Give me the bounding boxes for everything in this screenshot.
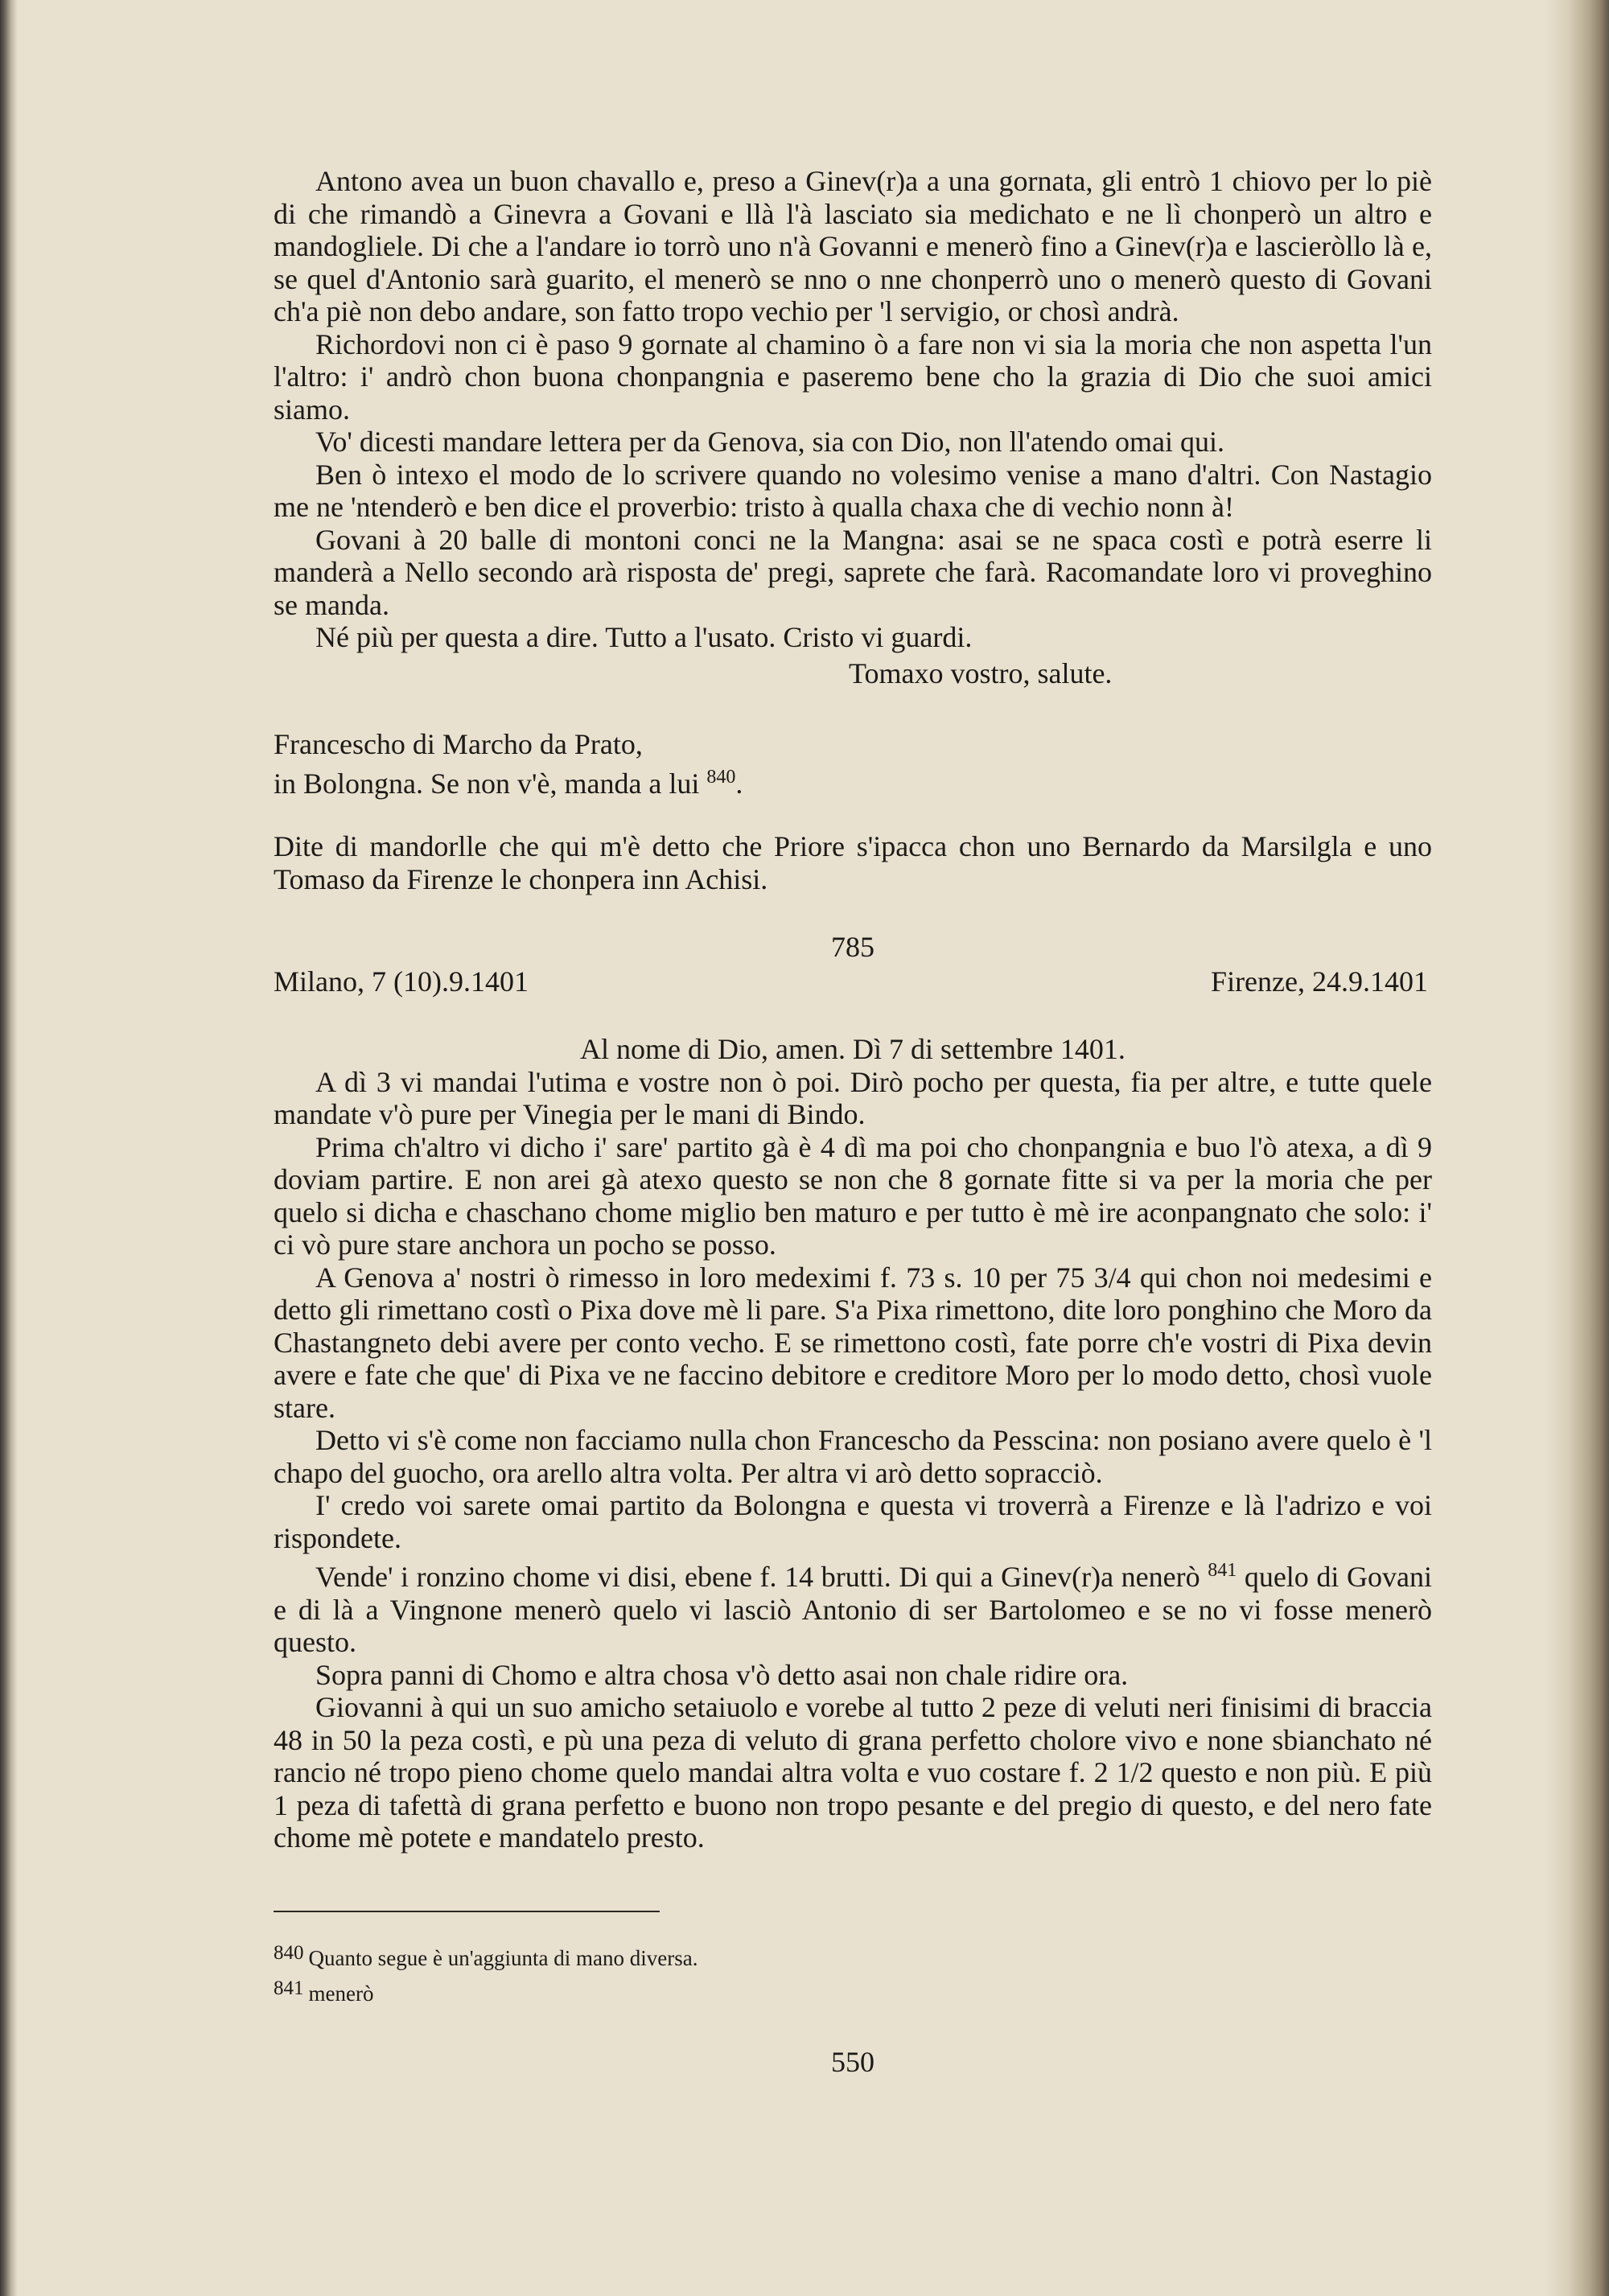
paragraph: Govani à 20 balle di montoni conci ne la Mangna: asai se ne spaca costì e potrà eserre li manderà a Nello secondo arà risposta de' pregi, saprete che farà. Racomandate loro vi proveghino se manda. bbox=[274, 523, 1432, 621]
page-edge-shadow bbox=[1545, 0, 1609, 2296]
letter-origin: Milano, 7 (10).9.1401 bbox=[274, 965, 529, 998]
paragraph: Prima ch'altro vi dicho i' sare' partito gà è 4 dì ma poi cho chonpangnia e buo l'ò atexa, a dì 9 doviam partire. E non arei gà atexo questo se non che 8 gornate fitte si va per la moria che per quelo si dicha e chaschano chome miglio ben maturo e per tutto è mè ire aconpangnato che solo: i' ci vò pure stare anchora un pocho se posso. bbox=[274, 1130, 1432, 1261]
paragraph: A dì 3 vi mandai l'utima e vostre non ò poi. Dirò pocho per questa, fia per altre, e tutte quele mandate v'ò pure per Vinegia per le mani di Bindo. bbox=[274, 1065, 1432, 1130]
footnote-separator bbox=[274, 1911, 660, 1912]
footnotes bbox=[274, 1938, 1432, 2009]
paragraph: Detto vi s'è come non facciamo nulla chon Francescho da Pesscina: non posiano avere quelo è 'l chapo del guocho, ora arello altra volta. Per altra vi arò detto sopracciò. bbox=[274, 1424, 1432, 1489]
letter-destination: Firenze, 24.9.1401 bbox=[1211, 965, 1428, 998]
paragraph: Richordovi non ci è paso 9 gornate al chamino ò a fare non vi sia la moria che non aspetta l'un l'altro: i' andrò chon buona chonpangnia e paseremo bene cho la grazia di Dio che suoi amici siamo. bbox=[274, 327, 1432, 426]
paragraph: Antono avea un buon chavallo e, preso a Ginev(r)a a una gornata, gli entrò 1 chiovo per lo piè di che rimandò a Ginevra a Govani e llà l'à lasciato sia medichato e ne lì chonperò un altro e mandogliele. Di che a l'andare io torrò uno n'à Govanni e menerò fino a Ginev(r)a e lascieròllo là e, se quel d'Antonio sarà guarito, el menerò se nno o nne chonperrò uno o menerò questo di Govani ch'a piè non debo andare, son fatto tropo vechio per 'l servigio, or chosì andrà. bbox=[274, 165, 1432, 327]
footnote-ref: 841 bbox=[1208, 1560, 1237, 1581]
footnote-number: 840 bbox=[274, 1941, 304, 1964]
footnote bbox=[274, 1938, 1432, 1973]
address-line: Francescho di Marcho da Prato, bbox=[274, 728, 643, 760]
page-number: 550 bbox=[831, 2045, 874, 2078]
signature: Tomaxo vostro, salute. bbox=[849, 656, 1113, 689]
address-block bbox=[274, 728, 1432, 800]
address-line bbox=[274, 761, 1432, 800]
binding-gutter bbox=[0, 0, 18, 2296]
paragraph bbox=[274, 1554, 1432, 1659]
paragraph-text: Vende' i ronzino chome vi disi, ebene f. 14 brutti. Di qui a Ginev(r)a nenerò bbox=[315, 1561, 1208, 1593]
paragraph: Vo' dicesti mandare lettera per da Genova, sia con Dio, non ll'atendo omai qui. bbox=[315, 426, 1224, 458]
letter-dateline bbox=[274, 965, 1432, 998]
footnote bbox=[274, 1973, 1432, 2009]
paragraph: Sopra panni di Chomo e altra chosa v'ò detto asai non chale ridire ora. bbox=[315, 1658, 1129, 1691]
paragraph: I' credo voi sarete omai partito da Bolongna e questa vi troverrà a Firenze e là l'adrizo e voi rispondete. bbox=[274, 1489, 1432, 1554]
text-block bbox=[274, 165, 1432, 2078]
footnote-text: Quanto segue è un'aggiunta di mano diversa. bbox=[308, 1945, 698, 1970]
footnote-text: menerò bbox=[308, 1981, 374, 2006]
paragraph: Ben ò intexo el modo de lo scrivere quando no volesimo venise a mano d'altri. Con Nastagio me ne 'ntenderò e ben dice el proverbio: tristo à qualla chaxa che di vechio nonn à! bbox=[274, 458, 1432, 523]
paragraph-text: quelo di Govani e di là a Vingnone menerò quelo vi lasciò Antonio di ser Bartolomeo e se no vi fosse menerò questo. bbox=[274, 1561, 1432, 1658]
footnote-ref: 840 bbox=[706, 766, 736, 788]
paragraph: Giovanni à qui un suo amicho setaiuolo e vorebe al tutto 2 peze di veluti neri finisimi di braccia 48 in 50 la peza costì, e pù una peza di veluto di grana perfetto cholore vivo e none sbianchato né rancio né tropo pieno chome quelo mandai altra volta e vuo costare f. 2 1/2 questo e non più. E più 1 peza di tafettà di grana perfetto e buono non tropo pesante e del pregio di questo, e del nero fate chome mè potete e mandatelo presto. bbox=[274, 1691, 1432, 1854]
address-text: in Bolongna. Se non v'è, manda a lui bbox=[274, 767, 707, 800]
paragraph: Né più per questa a dire. Tutto a l'usato. Cristo vi guardi. bbox=[315, 621, 973, 653]
letter-opening: Al nome di Dio, amen. Dì 7 di settembre 1401. bbox=[580, 1033, 1125, 1065]
postscript: Dite di mandorlle che qui m'è detto che Priore s'ipacca chon uno Bernardo da Marsilgla e uno Tomaso da Firenze le chonpera inn Achisi. bbox=[274, 830, 1432, 895]
paragraph: A Genova a' nostri ò rimesso in loro medeximi f. 73 s. 10 per 75 3/4 qui chon noi medesimi e detto gli rimettano costì o Pixa dove mè li pare. S'a Pixa rimettono, dite loro ponghino che Moro da Chastangneto debi avere per conto vecho. E se rimettono costì, fate porre ch'e vostri di Pixa devin avere e fate che que' di Pixa ve ne faccino debitore e creditore Moro per lo modo detto, chosì vuole stare. bbox=[274, 1261, 1432, 1424]
footnote-number: 841 bbox=[274, 1977, 304, 1999]
letter-number: 785 bbox=[831, 931, 874, 963]
address-end: . bbox=[735, 767, 743, 800]
